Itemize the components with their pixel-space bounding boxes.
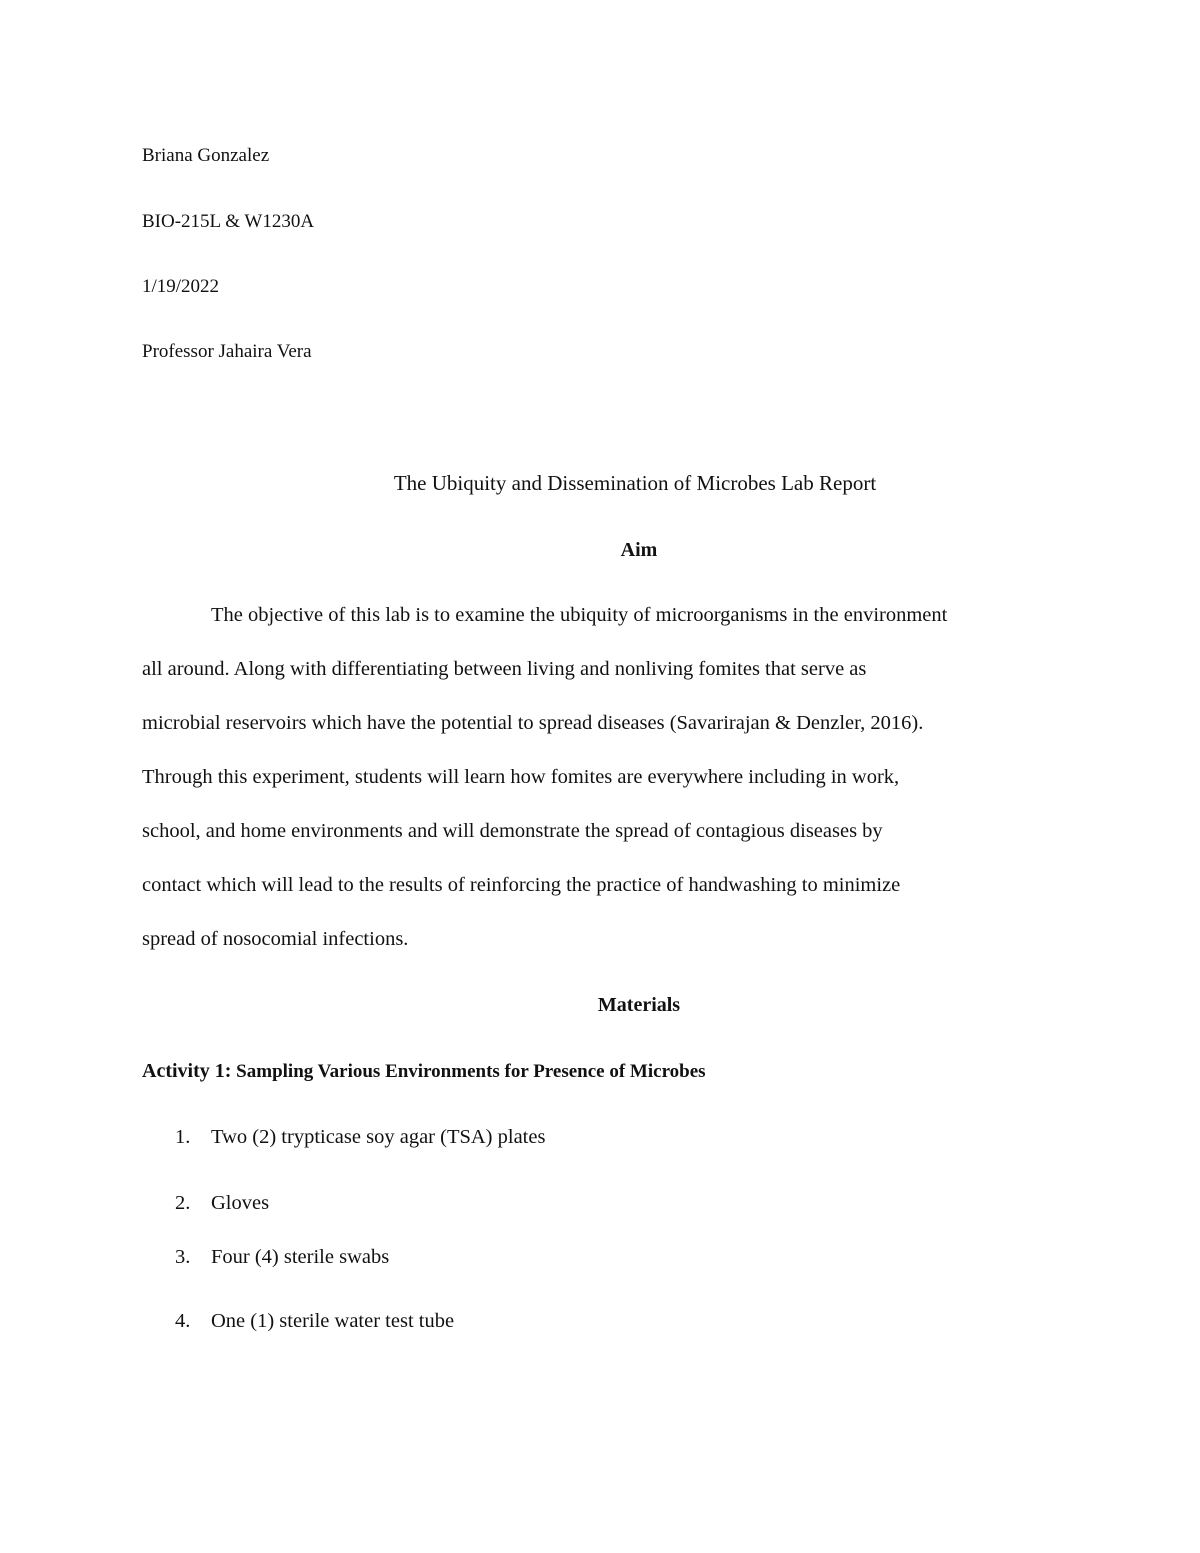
list-item-text: One (1) sterile water test tube xyxy=(211,1310,455,1332)
list-marker: 3. xyxy=(175,1246,191,1268)
list-item-text: Gloves xyxy=(211,1192,270,1214)
list-marker: 1. xyxy=(175,1126,191,1148)
aim-line: school, and home environments and will demonstrate the spread of contagious diseases by xyxy=(142,820,883,842)
aim-heading: Aim xyxy=(620,539,658,561)
aim-line: Through this experiment, students will learn how fomites are everywhere including in work, xyxy=(142,766,900,788)
report-title: The Ubiquity and Dissemination of Microbes Lab Report xyxy=(393,471,877,495)
aim-line: microbial reservoirs which have the potential to spread diseases (Savarirajan & Denzler, 2016). xyxy=(142,712,924,734)
course-code: BIO-215L & W1230A xyxy=(142,211,315,232)
list-marker: 2. xyxy=(175,1192,191,1214)
activity-heading xyxy=(142,1061,706,1081)
professor-name: Professor Jahaira Vera xyxy=(142,341,312,362)
activity-label: Activity 1: xyxy=(142,1060,232,1082)
materials-heading: Materials xyxy=(597,994,681,1016)
list-item-text: Four (4) sterile swabs xyxy=(211,1246,390,1268)
list-item-text: Two (2) trypticase soy agar (TSA) plates xyxy=(211,1126,546,1148)
list-item xyxy=(175,1311,454,1332)
aim-line: contact which will lead to the results of reinforcing the practice of handwashing to minimize xyxy=(142,874,901,896)
activity-title: Sampling Various Environments for Presence of Microbes xyxy=(236,1061,706,1082)
aim-line: spread of nosocomial infections. xyxy=(142,928,409,950)
report-date: 1/19/2022 xyxy=(142,276,220,297)
list-item xyxy=(175,1193,269,1214)
list-item xyxy=(175,1247,389,1268)
list-marker: 4. xyxy=(175,1310,191,1332)
aim-line: all around. Along with differentiating between living and nonliving fomites that serve as xyxy=(142,658,867,680)
aim-line: The objective of this lab is to examine the ubiquity of microorganisms in the environment xyxy=(211,604,948,626)
list-item xyxy=(175,1127,545,1148)
author-name: Briana Gonzalez xyxy=(142,145,270,166)
